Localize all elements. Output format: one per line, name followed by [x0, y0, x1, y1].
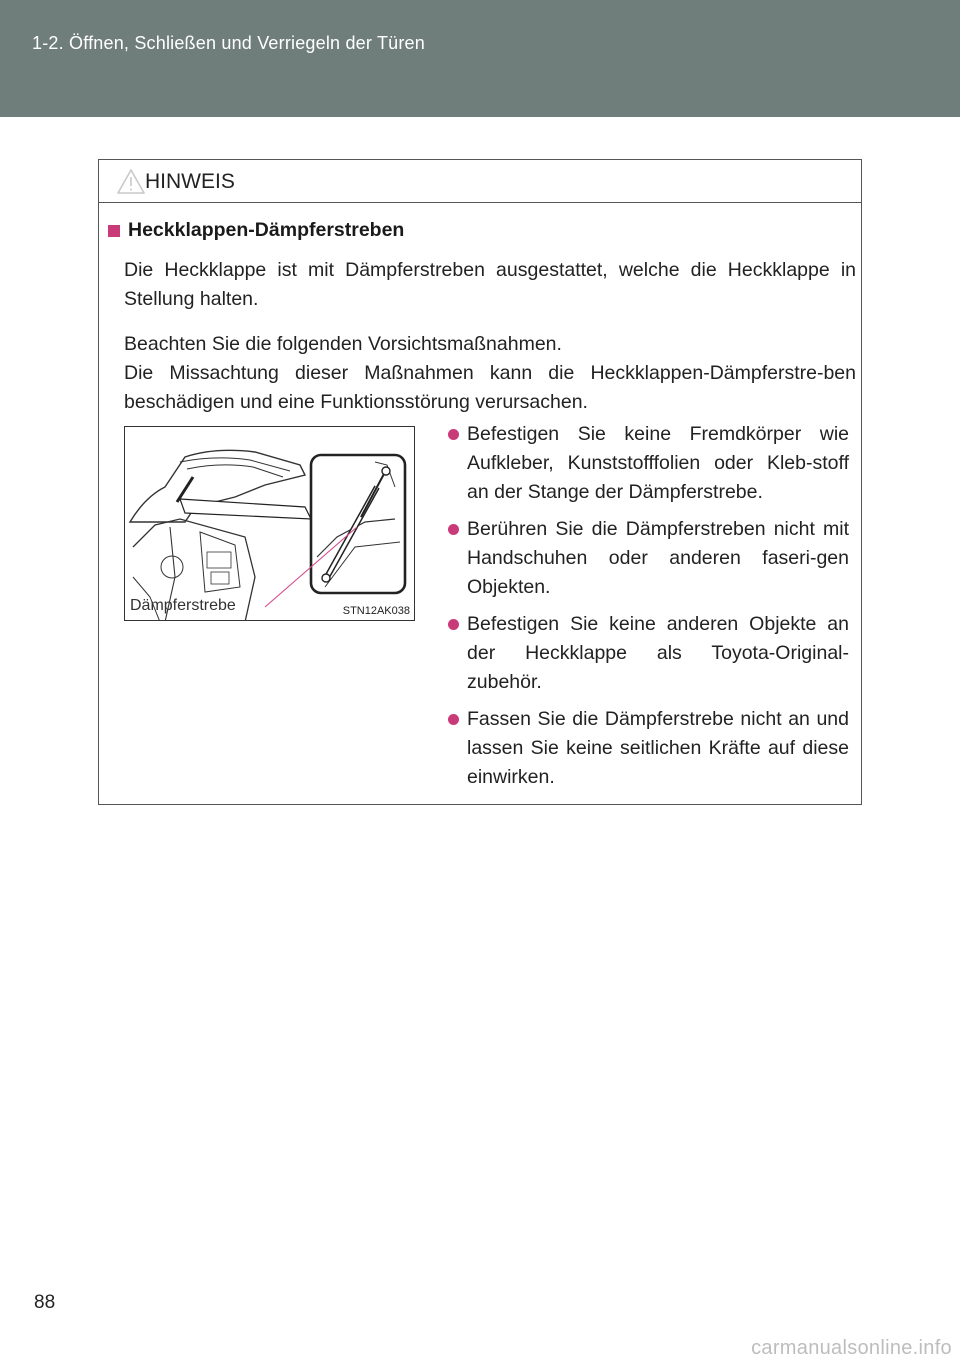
precaution-list: [437, 420, 849, 800]
paragraph-intro-text: Die Heckklappe ist mit Dämpferstreben ausgestattet, welche die Heckklappe in Stellung halten.: [124, 259, 856, 310]
section-heading: [108, 219, 404, 242]
tailgate-illustration: [125, 427, 415, 621]
figure-code: STN12AK038: [342, 605, 410, 617]
list-item-text: Berühren Sie die Dämpferstreben nicht mit Handschuhen oder anderen faseri-gen Objekten.: [467, 518, 849, 598]
list-item-text: Fassen Sie die Dämpferstrebe nicht an und lassen Sie keine seitlichen Kräfte auf diese einwirken.: [467, 708, 849, 788]
section-heading-text: Heckklappen-Dämpferstreben: [128, 219, 405, 241]
list-item-text: Befestigen Sie keine Fremdkörper wie Aufkleber, Kunststofffolien oder Kleb-stoff an der Stange der Dämpferstrebe.: [467, 423, 849, 503]
bullet-dot-icon: [448, 429, 459, 440]
list-item: [437, 420, 849, 507]
watermark: carmanualsonline.info: [751, 1337, 952, 1359]
damper-strut-figure: [124, 426, 415, 621]
paragraph-precautions-line2: Die Missachtung dieser Maßnahmen kann die Heckklappen-Dämpferstre-ben beschädigen und eine Funktionsstörung verursachen.: [124, 362, 856, 413]
page-number: 88: [34, 1292, 56, 1313]
bullet-dot-icon: [448, 619, 459, 630]
paragraph-intro: [124, 256, 856, 314]
square-bullet-icon: [108, 225, 120, 237]
bullet-dot-icon: [448, 524, 459, 535]
chapter-title: 1-2. Öffnen, Schließen und Verriegeln der Türen: [32, 33, 425, 53]
page-header: [0, 0, 960, 117]
warning-triangle-icon: [116, 168, 146, 195]
paragraph-precautions-line1: Beachten Sie die folgenden Vorsichtsmaßnahmen.: [124, 333, 562, 355]
notice-box: [98, 159, 862, 805]
list-item: [437, 515, 849, 602]
bullet-dot-icon: [448, 714, 459, 725]
list-item-text: Befestigen Sie keine anderen Objekte an der Heckklappe als Toyota-Original-zubehör.: [467, 613, 849, 693]
figure-label: Dämpferstrebe: [130, 597, 236, 614]
notice-header: [99, 160, 861, 203]
list-item: [437, 705, 849, 792]
notice-title: HINWEIS: [145, 170, 235, 193]
list-item: [437, 610, 849, 697]
paragraph-precautions: [124, 330, 856, 417]
